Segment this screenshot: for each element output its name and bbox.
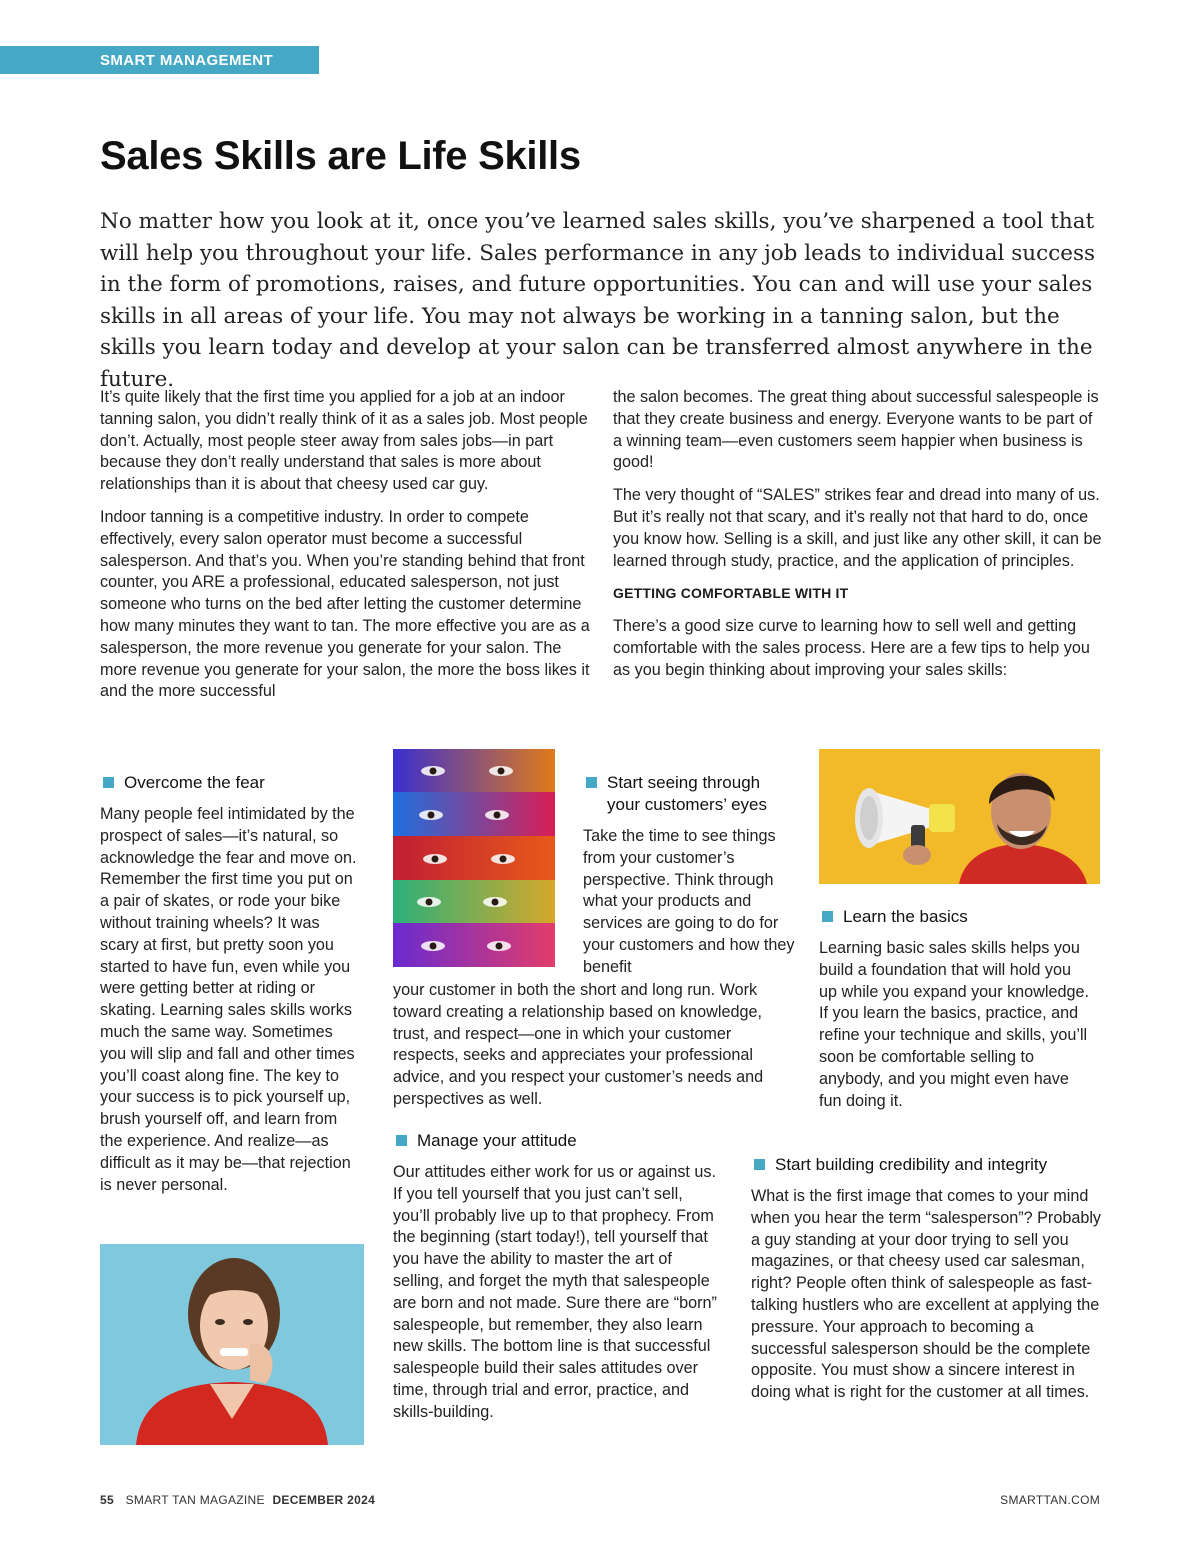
section-tab [0, 46, 319, 74]
tip-build-credibility [751, 1154, 1101, 1404]
tip-overcome-fear [100, 772, 362, 1196]
square-bullet-icon [822, 911, 833, 922]
tip-text: your customer in both the short and long run. Work toward creating a relationship based on knowledge, trust, and respect—one in which your customer respects, seeks and appreciates your professional advice, and you respect your customer’s needs and perspectives as well. [393, 981, 764, 1108]
tip-text: Take the time to see things from your customer’s perspective. Think through what your products and services are going to do for your customers and how they benefit [583, 827, 795, 976]
body-paragraph: Indoor tanning is a competitive industry. In order to compete effectively, every salon operator must become a successful salesperson. And that’s you. When you’re standing behind that front counter, you ARE a professional, educated salesperson, not just someone who turns on the bed after letting the customer determine how many minutes they want to tan. The more effective you are as a salesperson, the more revenue you generate for your salon. The more revenue you generate for your salon, the more the boss likes it and the more successful [100, 507, 590, 701]
square-bullet-icon [586, 777, 597, 788]
megaphone-man-image [819, 749, 1100, 884]
man-with-megaphone-photo [819, 749, 1100, 884]
body-column-2 [613, 387, 1103, 693]
article-title: Sales Skills are Life Skills [100, 134, 581, 178]
tip-heading [819, 906, 1089, 928]
magazine-name: SMART TAN MAGAZINE [125, 1493, 265, 1507]
tip-customer-eyes [583, 772, 795, 979]
tip-heading [100, 772, 362, 794]
body-paragraph: the salon becomes. The great thing about successful salespeople is that they create business and energy. Everyone wants to be part of a winning team—even customers seem happier when business is good! [613, 388, 1099, 472]
site-url: SMARTTAN.COM [1000, 1493, 1100, 1507]
square-bullet-icon [396, 1135, 407, 1146]
tip-text: Many people feel intimidated by the prospect of sales—it’s natural, so acknowledge the fear and move on. Remember the first time you put on a pair of skates, or rode your bike without training wheels? It was scary at first, but pretty soon you started to have fun, even while you were getting better at riding or skating. Learning sales skills works much the same way. Sometimes you will slip and fall and other times you’ll coast along fine. The key to your success is to pick yourself up, brush yourself off, and learn from the experience. And realize—as difficult as it may be—that rejection is never personal. [100, 805, 357, 1194]
subheading: GETTING COMFORTABLE WITH IT [613, 585, 849, 602]
tip-text: Learning basic sales skills helps you build a foundation that will hold you up while you expand your knowledge. If you learn the basics, practice, and refine your technique and skills, you’ll soon be comfortable selling to anybody, and you might even have fun doing it. [819, 939, 1089, 1110]
tip-heading [751, 1154, 1101, 1176]
eyes-collage-image [393, 749, 555, 967]
section-label: SMART MANAGEMENT [100, 52, 274, 69]
tip-heading-text: Learn the basics [843, 907, 968, 926]
page-footer [100, 1493, 375, 1507]
body-column-1 [100, 387, 590, 714]
tip-heading [583, 772, 795, 816]
tip-heading-text: Overcome the fear [124, 773, 265, 792]
tip-heading-text: Start building credibility and integrity [775, 1155, 1048, 1174]
tip-text: What is the first image that comes to your mind when you hear the term “salesperson”? Probably a guy standing at your door trying to sell you magazines, or that cheesy used car salesman, right? People often think of salespeople as fast-talking hustlers who are excellent at applying the pressure. Your approach to becoming a successful salesperson should be the complete opposite. You must show a sincere interest in doing what is right for the customer at all times. [751, 1187, 1102, 1402]
photo-collage-of-eyes [393, 749, 555, 967]
tip-heading-text: Manage your attitude [417, 1131, 577, 1150]
square-bullet-icon [754, 1159, 765, 1170]
page-number: 55 [100, 1493, 114, 1507]
tip-heading [393, 1130, 723, 1152]
tip-customer-eyes-continued [393, 980, 773, 1111]
tip-manage-attitude [393, 1130, 723, 1424]
body-paragraph: The very thought of “SALES” strikes fear and dread into many of us. But it’s really not that scary, and it’s really not that hard to do, once you know how. Selling is a skill, and just like any other skill, it can be learned through study, practice, and the application of principles. [613, 486, 1102, 570]
nervous-woman-image [100, 1244, 364, 1445]
article-intro: No matter how you look at it, once you’ve learned sales skills, you’ve sharpened a tool that will help you throughout your life. Sales performance in any job leads to individual success in the form of promotions, raises, and future opportunities. You can and will use your sales skills in all areas of your life. You may not always be working in a tanning salon, but the skills you learn today and develop at your salon can be transferred almost anywhere in the future. [100, 209, 1096, 392]
tip-heading-text: Start seeing through your customers’ eyes [607, 773, 767, 814]
body-paragraph: It’s quite likely that the first time you applied for a job at an indoor tanning salon, you didn’t really think of it as a sales job. Most people don’t. Actually, most people steer away from sales jobs—in part because they don’t really understand that sales is more about relationships than it is about that cheesy used car guy. [100, 388, 588, 494]
issue-date: DECEMBER 2024 [272, 1493, 376, 1507]
body-paragraph: There’s a good size curve to learning how to sell well and getting comfortable with the sales process. Here are a few tips to help you as you begin thinking about improving your sales skills: [613, 617, 1090, 679]
tip-text: Our attitudes either work for us or against us. If you tell yourself that you just can’t sell, you’ll probably live up to that prophecy. From the beginning (start today!), tell yourself that you have the ability to master the art of selling, and forget the myth that salespeople are born and not made. Sure there are “born” salespeople, but remember, they also learn new skills. The bottom line is that successful salespeople build their sales attitudes over time, through trial and error, practice, and skills-building. [393, 1163, 717, 1421]
square-bullet-icon [103, 777, 114, 788]
tip-learn-basics [819, 906, 1089, 1112]
nervous-woman-photo [100, 1244, 364, 1445]
